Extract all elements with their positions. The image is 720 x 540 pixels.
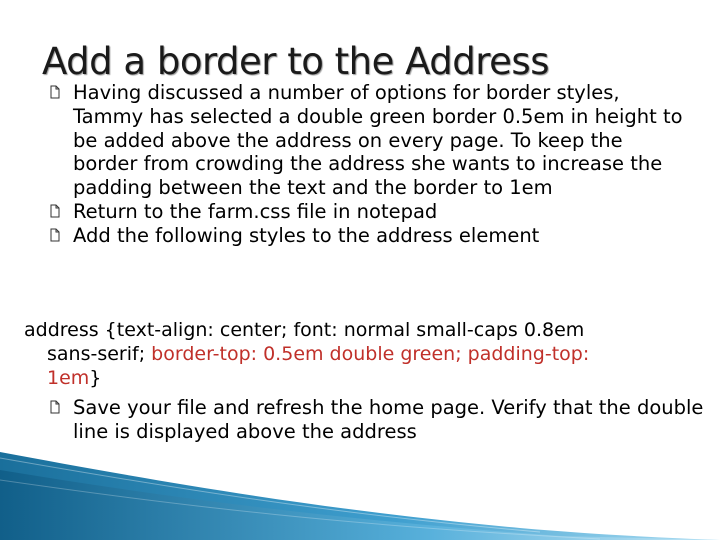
- bullet-item: [50, 224, 690, 248]
- bullet-item: [50, 396, 713, 444]
- page-bullet-icon: [50, 400, 60, 414]
- code-line: address {text-align: center; font: normal small-caps 0.8em: [24, 319, 585, 341]
- css-code-block: [24, 319, 674, 390]
- page-bullet-icon: [50, 228, 60, 242]
- code-highlight: 1em: [47, 366, 90, 389]
- slide-title: Add a border to the Address: [42, 40, 549, 83]
- bullet-text: Return to the farm.css file in notepad: [73, 199, 438, 223]
- code-text: sans-serif;: [47, 342, 152, 365]
- code-text: }: [89, 366, 102, 389]
- code-line: [24, 343, 674, 367]
- bullet-list: [50, 81, 690, 248]
- bullet-text: Having discussed a number of options for border styles, Tammy has selected a double green border 0.5em in height to be added above the address on every page. To keep the border from crowding the address she wants to increase the padding between the text and the border to 1em: [73, 81, 683, 200]
- decorative-wave-band: [0, 440, 720, 540]
- bullet-text: Save your file and refresh the home page. Verify that the double line is displayed above the address: [73, 396, 704, 443]
- page-bullet-icon: [50, 85, 60, 99]
- code-line: [24, 367, 674, 391]
- bullet-item: [50, 81, 690, 200]
- page-bullet-icon: [50, 204, 60, 218]
- code-highlight: border-top: 0.5em double green; padding-top:: [151, 342, 590, 365]
- bullet-text: Add the following styles to the address element: [73, 223, 540, 247]
- bullet-item: [50, 200, 690, 224]
